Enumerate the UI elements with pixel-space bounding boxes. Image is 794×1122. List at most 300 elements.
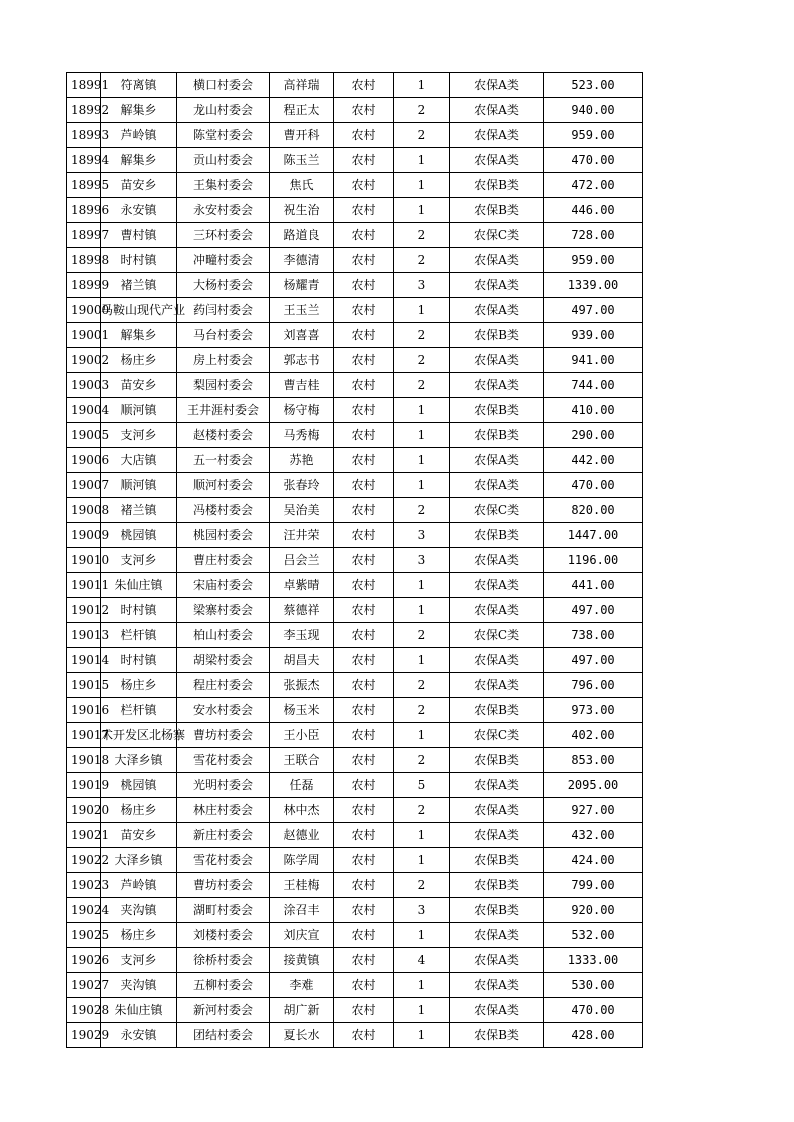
record-id-cell: 18994 [67,148,101,173]
township-cell: 杨庄乡 [101,348,177,373]
residence-type-cell: 农村 [334,898,394,923]
insurance-category-cell: 农保A类 [450,73,544,98]
records-table [66,72,643,1048]
record-id-cell: 19024 [67,898,101,923]
amount-cell: 497.00 [544,298,643,323]
person-name-cell: 曹开科 [270,123,334,148]
residence-type-cell: 农村 [334,523,394,548]
village-committee-cell: 团结村委会 [177,1023,270,1048]
residence-type-cell: 农村 [334,748,394,773]
insurance-category-cell: 农保B类 [450,423,544,448]
residence-type-cell: 农村 [334,73,394,98]
record-id-cell: 19006 [67,448,101,473]
township-cell: 马鞍山现代产业 [101,298,177,323]
village-committee-cell: 宋庙村委会 [177,573,270,598]
residence-type-cell: 农村 [334,698,394,723]
amount-cell: 432.00 [544,823,643,848]
table-row [67,473,643,498]
township-cell: 支河乡 [101,423,177,448]
amount-cell: 424.00 [544,848,643,873]
person-name-cell: 杨耀青 [270,273,334,298]
record-id-cell: 18992 [67,98,101,123]
township-cell: 永安镇 [101,198,177,223]
residence-type-cell: 农村 [334,973,394,998]
insurance-category-cell: 农保B类 [450,873,544,898]
table-row [67,648,643,673]
residence-type-cell: 农村 [334,673,394,698]
village-committee-cell: 马台村委会 [177,323,270,348]
residence-type-cell: 农村 [334,98,394,123]
record-id-cell: 19013 [67,623,101,648]
amount-cell: 532.00 [544,923,643,948]
person-name-cell: 蔡德祥 [270,598,334,623]
village-committee-cell: 王集村委会 [177,173,270,198]
amount-cell: 441.00 [544,573,643,598]
record-id-cell: 19008 [67,498,101,523]
record-id-cell: 19000 [67,298,101,323]
residence-type-cell: 农村 [334,823,394,848]
table-row [67,323,643,348]
person-name-cell: 接黄镇 [270,948,334,973]
village-committee-cell: 安水村委会 [177,698,270,723]
residence-type-cell: 农村 [334,423,394,448]
amount-cell: 1339.00 [544,273,643,298]
insurance-category-cell: 农保B类 [450,323,544,348]
person-name-cell: 路道良 [270,223,334,248]
residence-type-cell: 农村 [334,848,394,873]
table-row [67,948,643,973]
record-id-cell: 19021 [67,823,101,848]
amount-cell: 442.00 [544,448,643,473]
amount-cell: 470.00 [544,998,643,1023]
household-count-cell: 1 [394,823,450,848]
village-committee-cell: 曹庄村委会 [177,548,270,573]
table-row [67,448,643,473]
person-name-cell: 曹吉桂 [270,373,334,398]
record-id-cell: 18999 [67,273,101,298]
person-name-cell: 杨守梅 [270,398,334,423]
record-id-cell: 19011 [67,573,101,598]
record-id-cell: 19014 [67,648,101,673]
table-row [67,998,643,1023]
residence-type-cell: 农村 [334,723,394,748]
table-row [67,1023,643,1048]
township-cell: 夹沟镇 [101,973,177,998]
record-id-cell: 19004 [67,398,101,423]
table-body [67,73,643,1048]
residence-type-cell: 农村 [334,373,394,398]
amount-cell: 820.00 [544,498,643,523]
village-committee-cell: 药闫村委会 [177,298,270,323]
township-cell: 苗安乡 [101,373,177,398]
township-cell: 永安镇 [101,1023,177,1048]
household-count-cell: 2 [394,348,450,373]
insurance-category-cell: 农保C类 [450,223,544,248]
amount-cell: 959.00 [544,123,643,148]
residence-type-cell: 农村 [334,498,394,523]
residence-type-cell: 农村 [334,923,394,948]
amount-cell: 973.00 [544,698,643,723]
household-count-cell: 1 [394,648,450,673]
residence-type-cell: 农村 [334,348,394,373]
township-cell: 时村镇 [101,648,177,673]
amount-cell: 738.00 [544,623,643,648]
township-cell: 大泽乡镇 [101,748,177,773]
person-name-cell: 刘庆宣 [270,923,334,948]
amount-cell: 290.00 [544,423,643,448]
table-row [67,298,643,323]
township-cell: 苗安乡 [101,823,177,848]
residence-type-cell: 农村 [334,448,394,473]
person-name-cell: 王联合 [270,748,334,773]
table-row [67,598,643,623]
table-row [67,623,643,648]
table-row [67,848,643,873]
insurance-category-cell: 农保A类 [450,598,544,623]
residence-type-cell: 农村 [334,148,394,173]
village-committee-cell: 大杨村委会 [177,273,270,298]
village-committee-cell: 五一村委会 [177,448,270,473]
insurance-category-cell: 农保A类 [450,823,544,848]
insurance-category-cell: 农保A类 [450,773,544,798]
township-cell: 支河乡 [101,548,177,573]
record-id-cell: 19012 [67,598,101,623]
village-committee-cell: 光明村委会 [177,773,270,798]
insurance-category-cell: 农保B类 [450,748,544,773]
household-count-cell: 1 [394,1023,450,1048]
table-row [67,748,643,773]
township-cell: 褚兰镇 [101,498,177,523]
insurance-category-cell: 农保A类 [450,123,544,148]
record-id-cell: 19015 [67,673,101,698]
household-count-cell: 2 [394,248,450,273]
village-committee-cell: 贡山村委会 [177,148,270,173]
person-name-cell: 胡昌夫 [270,648,334,673]
person-name-cell: 李德清 [270,248,334,273]
amount-cell: 2095.00 [544,773,643,798]
insurance-category-cell: 农保A类 [450,373,544,398]
table-row [67,548,643,573]
village-committee-cell: 曹坊村委会 [177,723,270,748]
record-id-cell: 19026 [67,948,101,973]
table-row [67,73,643,98]
person-name-cell: 焦氏 [270,173,334,198]
residence-type-cell: 农村 [334,123,394,148]
household-count-cell: 1 [394,848,450,873]
township-cell: 芦岭镇 [101,123,177,148]
person-name-cell: 王桂梅 [270,873,334,898]
village-committee-cell: 刘楼村委会 [177,923,270,948]
village-committee-cell: 柏山村委会 [177,623,270,648]
village-committee-cell: 林庄村委会 [177,798,270,823]
insurance-category-cell: 农保A类 [450,673,544,698]
household-count-cell: 1 [394,473,450,498]
table-row [67,123,643,148]
residence-type-cell: 农村 [334,548,394,573]
village-committee-cell: 梨园村委会 [177,373,270,398]
insurance-category-cell: 农保A类 [450,973,544,998]
record-id-cell: 19009 [67,523,101,548]
township-cell: 桃园镇 [101,523,177,548]
township-cell: 支河乡 [101,948,177,973]
amount-cell: 940.00 [544,98,643,123]
table-row [67,923,643,948]
insurance-category-cell: 农保A类 [450,798,544,823]
amount-cell: 523.00 [544,73,643,98]
amount-cell: 428.00 [544,1023,643,1048]
person-name-cell: 马秀梅 [270,423,334,448]
village-committee-cell: 新庄村委会 [177,823,270,848]
amount-cell: 497.00 [544,598,643,623]
record-id-cell: 19029 [67,1023,101,1048]
record-id-cell: 19027 [67,973,101,998]
amount-cell: 402.00 [544,723,643,748]
person-name-cell: 祝生治 [270,198,334,223]
insurance-category-cell: 农保A类 [450,148,544,173]
insurance-category-cell: 农保B类 [450,523,544,548]
township-cell: 苗安乡 [101,173,177,198]
township-cell: 曹村镇 [101,223,177,248]
table-row [67,673,643,698]
residence-type-cell: 农村 [334,623,394,648]
table-row [67,98,643,123]
amount-cell: 472.00 [544,173,643,198]
household-count-cell: 2 [394,873,450,898]
household-count-cell: 3 [394,898,450,923]
village-committee-cell: 冯楼村委会 [177,498,270,523]
household-count-cell: 2 [394,623,450,648]
village-committee-cell: 雪花村委会 [177,748,270,773]
insurance-category-cell: 农保A类 [450,248,544,273]
household-count-cell: 1 [394,573,450,598]
person-name-cell: 程正太 [270,98,334,123]
village-committee-cell: 程庄村委会 [177,673,270,698]
insurance-category-cell: 农保A类 [450,998,544,1023]
household-count-cell: 1 [394,198,450,223]
table-row [67,348,643,373]
township-cell: 芦岭镇 [101,873,177,898]
record-id-cell: 18993 [67,123,101,148]
table-row [67,398,643,423]
record-id-cell: 19019 [67,773,101,798]
record-id-cell: 19016 [67,698,101,723]
residence-type-cell: 农村 [334,473,394,498]
household-count-cell: 1 [394,998,450,1023]
village-committee-cell: 三环村委会 [177,223,270,248]
record-id-cell: 19003 [67,373,101,398]
amount-cell: 796.00 [544,673,643,698]
person-name-cell: 苏艳 [270,448,334,473]
insurance-category-cell: 农保A类 [450,648,544,673]
township-cell: 时村镇 [101,598,177,623]
insurance-category-cell: 农保B类 [450,198,544,223]
household-count-cell: 3 [394,273,450,298]
table-row [67,723,643,748]
table-row [67,423,643,448]
person-name-cell: 吴治美 [270,498,334,523]
table-row [67,523,643,548]
amount-cell: 939.00 [544,323,643,348]
township-cell: 桃园镇 [101,773,177,798]
household-count-cell: 3 [394,523,450,548]
table-row [67,173,643,198]
household-count-cell: 2 [394,498,450,523]
amount-cell: 1333.00 [544,948,643,973]
township-cell: 顺河镇 [101,473,177,498]
household-count-cell: 1 [394,973,450,998]
amount-cell: 470.00 [544,148,643,173]
amount-cell: 927.00 [544,798,643,823]
table-row [67,573,643,598]
person-name-cell: 张春玲 [270,473,334,498]
amount-cell: 799.00 [544,873,643,898]
person-name-cell: 张振杰 [270,673,334,698]
township-cell: 解集乡 [101,98,177,123]
village-committee-cell: 新河村委会 [177,998,270,1023]
household-count-cell: 5 [394,773,450,798]
table-row [67,873,643,898]
village-committee-cell: 雪花村委会 [177,848,270,873]
table-row [67,773,643,798]
table-row [67,273,643,298]
amount-cell: 853.00 [544,748,643,773]
township-cell: 栏杆镇 [101,698,177,723]
township-cell: 栏杆镇 [101,623,177,648]
record-id-cell: 19010 [67,548,101,573]
amount-cell: 728.00 [544,223,643,248]
residence-type-cell: 农村 [334,223,394,248]
household-count-cell: 2 [394,223,450,248]
residence-type-cell: 农村 [334,273,394,298]
record-id-cell: 19001 [67,323,101,348]
person-name-cell: 林中杰 [270,798,334,823]
township-cell: 大店镇 [101,448,177,473]
person-name-cell: 卓紫晴 [270,573,334,598]
village-committee-cell: 永安村委会 [177,198,270,223]
person-name-cell: 夏长水 [270,1023,334,1048]
person-name-cell: 吕会兰 [270,548,334,573]
township-cell: 杨庄乡 [101,798,177,823]
person-name-cell: 涂召丰 [270,898,334,923]
household-count-cell: 2 [394,373,450,398]
insurance-category-cell: 农保B类 [450,1023,544,1048]
township-cell: 褚兰镇 [101,273,177,298]
village-committee-cell: 梁寨村委会 [177,598,270,623]
village-committee-cell: 横口村委会 [177,73,270,98]
village-committee-cell: 房上村委会 [177,348,270,373]
insurance-category-cell: 农保B类 [450,173,544,198]
person-name-cell: 陈玉兰 [270,148,334,173]
township-cell: 符离镇 [101,73,177,98]
household-count-cell: 1 [394,448,450,473]
insurance-category-cell: 农保C类 [450,623,544,648]
record-id-cell: 18998 [67,248,101,273]
amount-cell: 1447.00 [544,523,643,548]
household-count-cell: 2 [394,98,450,123]
residence-type-cell: 农村 [334,998,394,1023]
village-committee-cell: 冲疃村委会 [177,248,270,273]
table-row [67,373,643,398]
village-committee-cell: 赵楼村委会 [177,423,270,448]
village-committee-cell: 龙山村委会 [177,98,270,123]
household-count-cell: 2 [394,698,450,723]
household-count-cell: 2 [394,798,450,823]
table-row [67,498,643,523]
residence-type-cell: 农村 [334,873,394,898]
household-count-cell: 1 [394,598,450,623]
record-id-cell: 19018 [67,748,101,773]
insurance-category-cell: 农保C类 [450,723,544,748]
person-name-cell: 陈学周 [270,848,334,873]
township-cell: 夹沟镇 [101,898,177,923]
amount-cell: 1196.00 [544,548,643,573]
village-committee-cell: 五柳村委会 [177,973,270,998]
household-count-cell: 1 [394,398,450,423]
amount-cell: 941.00 [544,348,643,373]
amount-cell: 920.00 [544,898,643,923]
amount-cell: 744.00 [544,373,643,398]
household-count-cell: 1 [394,723,450,748]
township-cell: 解集乡 [101,323,177,348]
amount-cell: 959.00 [544,248,643,273]
insurance-category-cell: 农保A类 [450,573,544,598]
amount-cell: 410.00 [544,398,643,423]
residence-type-cell: 农村 [334,173,394,198]
village-committee-cell: 曹坊村委会 [177,873,270,898]
person-name-cell: 李难 [270,973,334,998]
person-name-cell: 汪井荣 [270,523,334,548]
insurance-category-cell: 农保A类 [450,348,544,373]
person-name-cell: 胡广新 [270,998,334,1023]
township-cell: 时村镇 [101,248,177,273]
amount-cell: 446.00 [544,198,643,223]
residence-type-cell: 农村 [334,1023,394,1048]
residence-type-cell: 农村 [334,773,394,798]
person-name-cell: 王小臣 [270,723,334,748]
insurance-category-cell: 农保A类 [450,273,544,298]
insurance-category-cell: 农保B类 [450,848,544,873]
table-row [67,148,643,173]
record-id-cell: 19005 [67,423,101,448]
village-committee-cell: 桃园村委会 [177,523,270,548]
residence-type-cell: 农村 [334,398,394,423]
table-row [67,798,643,823]
table-row [67,698,643,723]
township-cell: 解集乡 [101,148,177,173]
table-row [67,823,643,848]
residence-type-cell: 农村 [334,798,394,823]
township-cell: 术开发区北杨寨 [101,723,177,748]
record-id-cell: 18991 [67,73,101,98]
township-cell: 杨庄乡 [101,923,177,948]
township-cell: 杨庄乡 [101,673,177,698]
village-committee-cell: 胡梁村委会 [177,648,270,673]
village-committee-cell: 陈堂村委会 [177,123,270,148]
household-count-cell: 1 [394,298,450,323]
household-count-cell: 2 [394,123,450,148]
village-committee-cell: 顺河村委会 [177,473,270,498]
household-count-cell: 1 [394,173,450,198]
residence-type-cell: 农村 [334,948,394,973]
person-name-cell: 赵德业 [270,823,334,848]
record-id-cell: 18995 [67,173,101,198]
residence-type-cell: 农村 [334,573,394,598]
residence-type-cell: 农村 [334,298,394,323]
table-row [67,198,643,223]
record-id-cell: 18997 [67,223,101,248]
residence-type-cell: 农村 [334,248,394,273]
record-id-cell: 19020 [67,798,101,823]
